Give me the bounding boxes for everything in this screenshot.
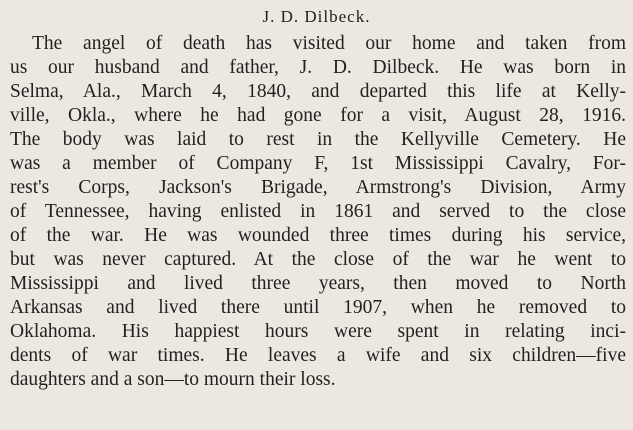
text-line: dents of war times. He leaves a wife and six children—five: [10, 345, 626, 366]
obituary-title: J. D. Dilbeck.: [262, 7, 371, 26]
text-line: of Tennessee, having enlisted in 1861 and served to the close: [10, 201, 626, 222]
text-line: of the war. He was wounded three times during his service,: [10, 225, 626, 246]
obituary-body: [10, 32, 626, 392]
text-line: Oklahoma. His happiest hours were spent in relating inci-: [10, 321, 626, 342]
text-line: The angel of death has visited our home and taken from: [32, 33, 626, 54]
text-line: us our husband and father, J. D. Dilbeck. He was born in: [10, 57, 626, 78]
text-line: Arkansas and lived there until 1907, when he removed to: [10, 297, 626, 318]
text-line: was a member of Company F, 1st Mississippi Cavalry, For-: [10, 153, 626, 174]
text-line: daughters and a son—to mourn their loss.: [10, 369, 336, 390]
text-line: rest's Corps, Jackson's Brigade, Armstrong's Division, Army: [10, 177, 626, 198]
text-line: Selma, Ala., March 4, 1840, and departed this life at Kelly-: [10, 81, 626, 102]
text-line: Mississippi and lived three years, then moved to North: [10, 273, 626, 294]
text-line: ville, Okla., where he had gone for a visit, August 28, 1916.: [10, 105, 626, 126]
text-line: The body was laid to rest in the Kellyville Cemetery. He: [10, 129, 626, 150]
text-line: but was never captured. At the close of the war he went to: [10, 249, 626, 270]
